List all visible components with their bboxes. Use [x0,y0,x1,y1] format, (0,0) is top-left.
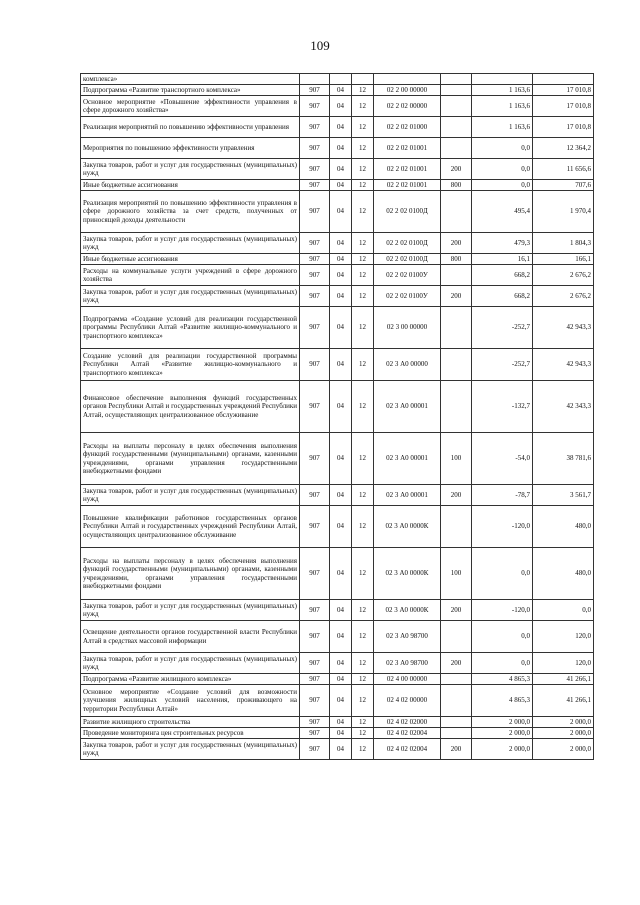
row-expense-type: 200 [441,233,472,254]
budget-table [80,73,594,760]
row-subsection: 12 [352,621,374,653]
row-target-code: 02 3 А0 98700 [374,653,441,674]
row-target-code: 02 4 02 02004 [374,728,441,739]
row-target-code: 02 3 А0 00000 [374,349,441,381]
row-target-code: 02 2 02 01001 [374,180,441,191]
row-name: Иные бюджетные ассигнования [81,180,300,191]
row-admin-code: 907 [300,85,330,96]
row-name: Закупка товаров, работ и услуг для государственных (муниципальных) нужд [81,739,300,760]
row-name: Расходы на выплаты персоналу в целях обеспечения выполнения функций государственными (муниципальными) органами, казенными учреждениями, органами управления государственными внебюджетными фондами [81,548,300,600]
row-expense-type [441,74,472,85]
row-amount-change: 479,3 [472,233,533,254]
row-amount-total [533,74,594,85]
row-amount-total: 1 804,3 [533,233,594,254]
table-row [81,621,594,653]
row-admin-code: 907 [300,433,330,485]
row-amount-change: 668,2 [472,286,533,307]
row-name: Проведение мониторинга цен строительных ресурсов [81,728,300,739]
row-subsection: 12 [352,717,374,728]
row-subsection: 12 [352,381,374,433]
row-admin-code: 907 [300,600,330,621]
row-target-code: 02 2 02 0100Д [374,254,441,265]
table-row [81,349,594,381]
row-subsection: 12 [352,117,374,138]
row-target-code: 02 3 А0 00001 [374,433,441,485]
row-admin-code: 907 [300,265,330,286]
row-amount-change: -252,7 [472,307,533,349]
row-section [330,74,352,85]
row-admin-code: 907 [300,307,330,349]
row-section: 04 [330,685,352,717]
row-admin-code: 907 [300,180,330,191]
row-expense-type: 200 [441,485,472,506]
table-row [81,685,594,717]
row-section: 04 [330,159,352,180]
row-admin-code: 907 [300,485,330,506]
row-admin-code: 907 [300,548,330,600]
row-amount-change [472,74,533,85]
row-target-code: 02 3 А0 0000К [374,600,441,621]
row-name: Иные бюджетные ассигнования [81,254,300,265]
row-amount-total: 42 943,3 [533,307,594,349]
row-subsection: 12 [352,728,374,739]
row-target-code: 02 3 А0 00001 [374,485,441,506]
table-row [81,307,594,349]
row-section: 04 [330,117,352,138]
row-amount-change: 16,1 [472,254,533,265]
row-amount-total: 120,0 [533,621,594,653]
row-section: 04 [330,717,352,728]
table-row [81,739,594,760]
row-expense-type: 800 [441,180,472,191]
row-section: 04 [330,621,352,653]
row-expense-type [441,265,472,286]
row-amount-change: 2 000,0 [472,739,533,760]
row-target-code: 02 4 02 00000 [374,685,441,717]
page-number: 109 [310,38,330,53]
row-section: 04 [330,349,352,381]
row-amount-total: 17 010,8 [533,85,594,96]
row-name: Основное мероприятие «Создание условий для возможности улучшения жилищных условий населения, проживающего на территории Республики Алтай» [81,685,300,717]
row-amount-total: 166,1 [533,254,594,265]
row-admin-code: 907 [300,674,330,685]
row-subsection: 12 [352,548,374,600]
row-section: 04 [330,674,352,685]
row-amount-total: 41 266,1 [533,674,594,685]
row-amount-total: 2 676,2 [533,265,594,286]
row-admin-code: 907 [300,381,330,433]
row-expense-type [441,349,472,381]
row-subsection: 12 [352,159,374,180]
row-target-code: 02 4 02 02000 [374,717,441,728]
row-target-code: 02 2 02 0100У [374,286,441,307]
row-expense-type [441,621,472,653]
table-row [81,233,594,254]
row-target-code: 02 2 02 0100Д [374,233,441,254]
row-admin-code: 907 [300,653,330,674]
row-section: 04 [330,653,352,674]
row-name: Закупка товаров, работ и услуг для государственных (муниципальных) нужд [81,485,300,506]
row-subsection: 12 [352,433,374,485]
row-admin-code: 907 [300,191,330,233]
row-amount-total: 480,0 [533,506,594,548]
row-subsection: 12 [352,254,374,265]
row-amount-total: 41 266,1 [533,685,594,717]
row-amount-total: 120,0 [533,653,594,674]
row-expense-type [441,717,472,728]
row-amount-total: 3 561,7 [533,485,594,506]
row-admin-code: 907 [300,117,330,138]
row-amount-total: 2 000,0 [533,739,594,760]
row-amount-change: 1 163,6 [472,85,533,96]
row-admin-code: 907 [300,506,330,548]
row-target-code: 02 2 02 01000 [374,117,441,138]
row-subsection: 12 [352,191,374,233]
row-admin-code: 907 [300,621,330,653]
row-amount-change: 0,0 [472,621,533,653]
row-expense-type [441,506,472,548]
table-row [81,85,594,96]
row-name: комплекса» [81,74,300,85]
row-amount-total: 38 781,6 [533,433,594,485]
row-amount-total: 42 343,3 [533,381,594,433]
row-name: Расходы на выплаты персоналу в целях обеспечения выполнения функций государственными (муниципальными) органами, казенными учреждениями, органами управления государственными внебюджетными фондами [81,433,300,485]
row-subsection: 12 [352,674,374,685]
row-amount-total: 2 676,2 [533,286,594,307]
row-section: 04 [330,381,352,433]
table-row [81,191,594,233]
table-row [81,485,594,506]
table-row [81,548,594,600]
table-row [81,180,594,191]
row-target-code: 02 3 А0 00001 [374,381,441,433]
row-admin-code: 907 [300,159,330,180]
row-expense-type [441,96,472,117]
row-expense-type: 200 [441,159,472,180]
table-row [81,138,594,159]
row-section: 04 [330,600,352,621]
row-target-code: 02 2 02 00000 [374,96,441,117]
row-admin-code [300,74,330,85]
row-subsection: 12 [352,506,374,548]
row-amount-total: 17 010,8 [533,96,594,117]
row-name: Закупка товаров, работ и услуг для государственных (муниципальных) нужд [81,159,300,180]
row-section: 04 [330,307,352,349]
row-admin-code: 907 [300,685,330,717]
row-subsection: 12 [352,739,374,760]
row-section: 04 [330,191,352,233]
row-target-code: 02 4 02 02004 [374,739,441,760]
row-admin-code: 907 [300,286,330,307]
row-expense-type [441,381,472,433]
row-section: 04 [330,286,352,307]
row-name: Создание условий для реализации государственной программы Республики Алтай «Развитие жилищно-коммунального и транспортного комплекса» [81,349,300,381]
row-target-code: 02 2 00 00000 [374,85,441,96]
row-subsection: 12 [352,653,374,674]
table-row [81,96,594,117]
row-name: Мероприятия по повышению эффективности управления [81,138,300,159]
row-subsection: 12 [352,485,374,506]
row-subsection: 12 [352,600,374,621]
row-amount-change: 668,2 [472,265,533,286]
row-subsection: 12 [352,138,374,159]
row-name: Основное мероприятие «Повышение эффективности управления в сфере дорожного хозяйства» [81,96,300,117]
table-row [81,117,594,138]
row-amount-change: 0,0 [472,159,533,180]
row-target-code [374,74,441,85]
row-admin-code: 907 [300,728,330,739]
row-amount-change: 495,4 [472,191,533,233]
row-target-code: 02 3 А0 0000К [374,548,441,600]
row-expense-type: 200 [441,286,472,307]
row-expense-type: 200 [441,653,472,674]
row-section: 04 [330,233,352,254]
table-row [81,159,594,180]
row-expense-type: 800 [441,254,472,265]
row-amount-total: 707,6 [533,180,594,191]
table-row [81,433,594,485]
row-section: 04 [330,85,352,96]
row-expense-type [441,138,472,159]
row-expense-type: 100 [441,433,472,485]
row-section: 04 [330,180,352,191]
table-row [81,265,594,286]
row-name: Расходы на коммунальные услуги учреждений в сфере дорожного хозяйства [81,265,300,286]
table-row [81,74,594,85]
row-subsection: 12 [352,685,374,717]
row-subsection: 12 [352,85,374,96]
row-expense-type: 200 [441,600,472,621]
row-expense-type [441,191,472,233]
row-name: Реализация мероприятий по повышению эффективности управления в сфере дорожного хозяйства за счет средств, полученных от приносящей доходы деятельности [81,191,300,233]
row-subsection [352,74,374,85]
row-name: Подпрограмма «Создание условий для реализации государственной программы Республики Алтай «Развитие жилищно-коммунального и транспортного комплекса» [81,307,300,349]
row-target-code: 02 3 00 00000 [374,307,441,349]
row-expense-type [441,674,472,685]
row-expense-type [441,307,472,349]
row-admin-code: 907 [300,254,330,265]
row-amount-change: -54,0 [472,433,533,485]
row-subsection: 12 [352,349,374,381]
row-target-code: 02 2 02 01001 [374,159,441,180]
row-section: 04 [330,739,352,760]
row-section: 04 [330,548,352,600]
row-name: Подпрограмма «Развитие жилищного комплекса» [81,674,300,685]
table-row [81,674,594,685]
row-amount-change: 4 865,3 [472,685,533,717]
row-subsection: 12 [352,307,374,349]
row-amount-change: -78,7 [472,485,533,506]
row-admin-code: 907 [300,138,330,159]
row-section: 04 [330,265,352,286]
row-amount-total: 1 970,4 [533,191,594,233]
row-amount-change: 0,0 [472,548,533,600]
table-row [81,254,594,265]
row-amount-change: 1 163,6 [472,117,533,138]
table-row [81,728,594,739]
table-row [81,600,594,621]
row-expense-type [441,728,472,739]
table-row [81,381,594,433]
row-amount-total: 480,0 [533,548,594,600]
row-section: 04 [330,728,352,739]
row-subsection: 12 [352,265,374,286]
row-amount-change: -120,0 [472,600,533,621]
table-row [81,286,594,307]
row-amount-change: -252,7 [472,349,533,381]
row-amount-total: 17 010,8 [533,117,594,138]
row-name: Развитие жилищного строительства [81,717,300,728]
row-admin-code: 907 [300,96,330,117]
row-subsection: 12 [352,233,374,254]
row-section: 04 [330,96,352,117]
row-name: Закупка товаров, работ и услуг для государственных (муниципальных) нужд [81,286,300,307]
row-section: 04 [330,506,352,548]
row-expense-type [441,685,472,717]
row-subsection: 12 [352,180,374,191]
row-target-code: 02 2 02 01001 [374,138,441,159]
row-amount-change: 1 163,6 [472,96,533,117]
row-amount-total: 11 656,6 [533,159,594,180]
table-row [81,506,594,548]
row-amount-change: 0,0 [472,180,533,191]
row-name: Закупка товаров, работ и услуг для государственных (муниципальных) нужд [81,653,300,674]
row-expense-type [441,85,472,96]
row-amount-change: 2 000,0 [472,728,533,739]
row-target-code: 02 3 А0 0000К [374,506,441,548]
row-amount-total: 0,0 [533,600,594,621]
row-subsection: 12 [352,286,374,307]
row-amount-total: 2 000,0 [533,717,594,728]
row-section: 04 [330,485,352,506]
row-amount-change: 4 865,3 [472,674,533,685]
row-name: Повышение квалификации работников государственных органов Республики Алтай и государственных учреждений Республики Алтай, осуществляющих централизованное обслуживание [81,506,300,548]
row-target-code: 02 3 А0 98700 [374,621,441,653]
row-expense-type: 200 [441,739,472,760]
row-name: Освещение деятельности органов государственной власти Республики Алтай в средствах массовой информации [81,621,300,653]
row-amount-change: 0,0 [472,138,533,159]
table-row [81,717,594,728]
row-amount-total: 12 364,2 [533,138,594,159]
row-admin-code: 907 [300,233,330,254]
row-expense-type: 100 [441,548,472,600]
row-expense-type [441,117,472,138]
row-amount-total: 2 000,0 [533,728,594,739]
row-target-code: 02 4 00 00000 [374,674,441,685]
row-subsection: 12 [352,96,374,117]
row-name: Подпрограмма «Развитие транспортного комплекса» [81,85,300,96]
row-amount-change: 2 000,0 [472,717,533,728]
row-admin-code: 907 [300,349,330,381]
row-amount-change: 0,0 [472,653,533,674]
row-name: Реализация мероприятий по повышению эффективности управления [81,117,300,138]
row-target-code: 02 2 02 0100У [374,265,441,286]
row-target-code: 02 2 02 0100Д [374,191,441,233]
row-name: Закупка товаров, работ и услуг для государственных (муниципальных) нужд [81,233,300,254]
row-section: 04 [330,138,352,159]
row-amount-total: 42 943,3 [533,349,594,381]
row-amount-change: -120,0 [472,506,533,548]
row-admin-code: 907 [300,717,330,728]
table-row [81,653,594,674]
row-name: Финансовое обеспечение выполнения функций государственных органов Республики Алтай и государственных учреждений Республики Алтай, осуществляющих централизованное обслуживание [81,381,300,433]
row-amount-change: -132,7 [472,381,533,433]
row-section: 04 [330,433,352,485]
row-section: 04 [330,254,352,265]
row-name: Закупка товаров, работ и услуг для государственных (муниципальных) нужд [81,600,300,621]
row-admin-code: 907 [300,739,330,760]
